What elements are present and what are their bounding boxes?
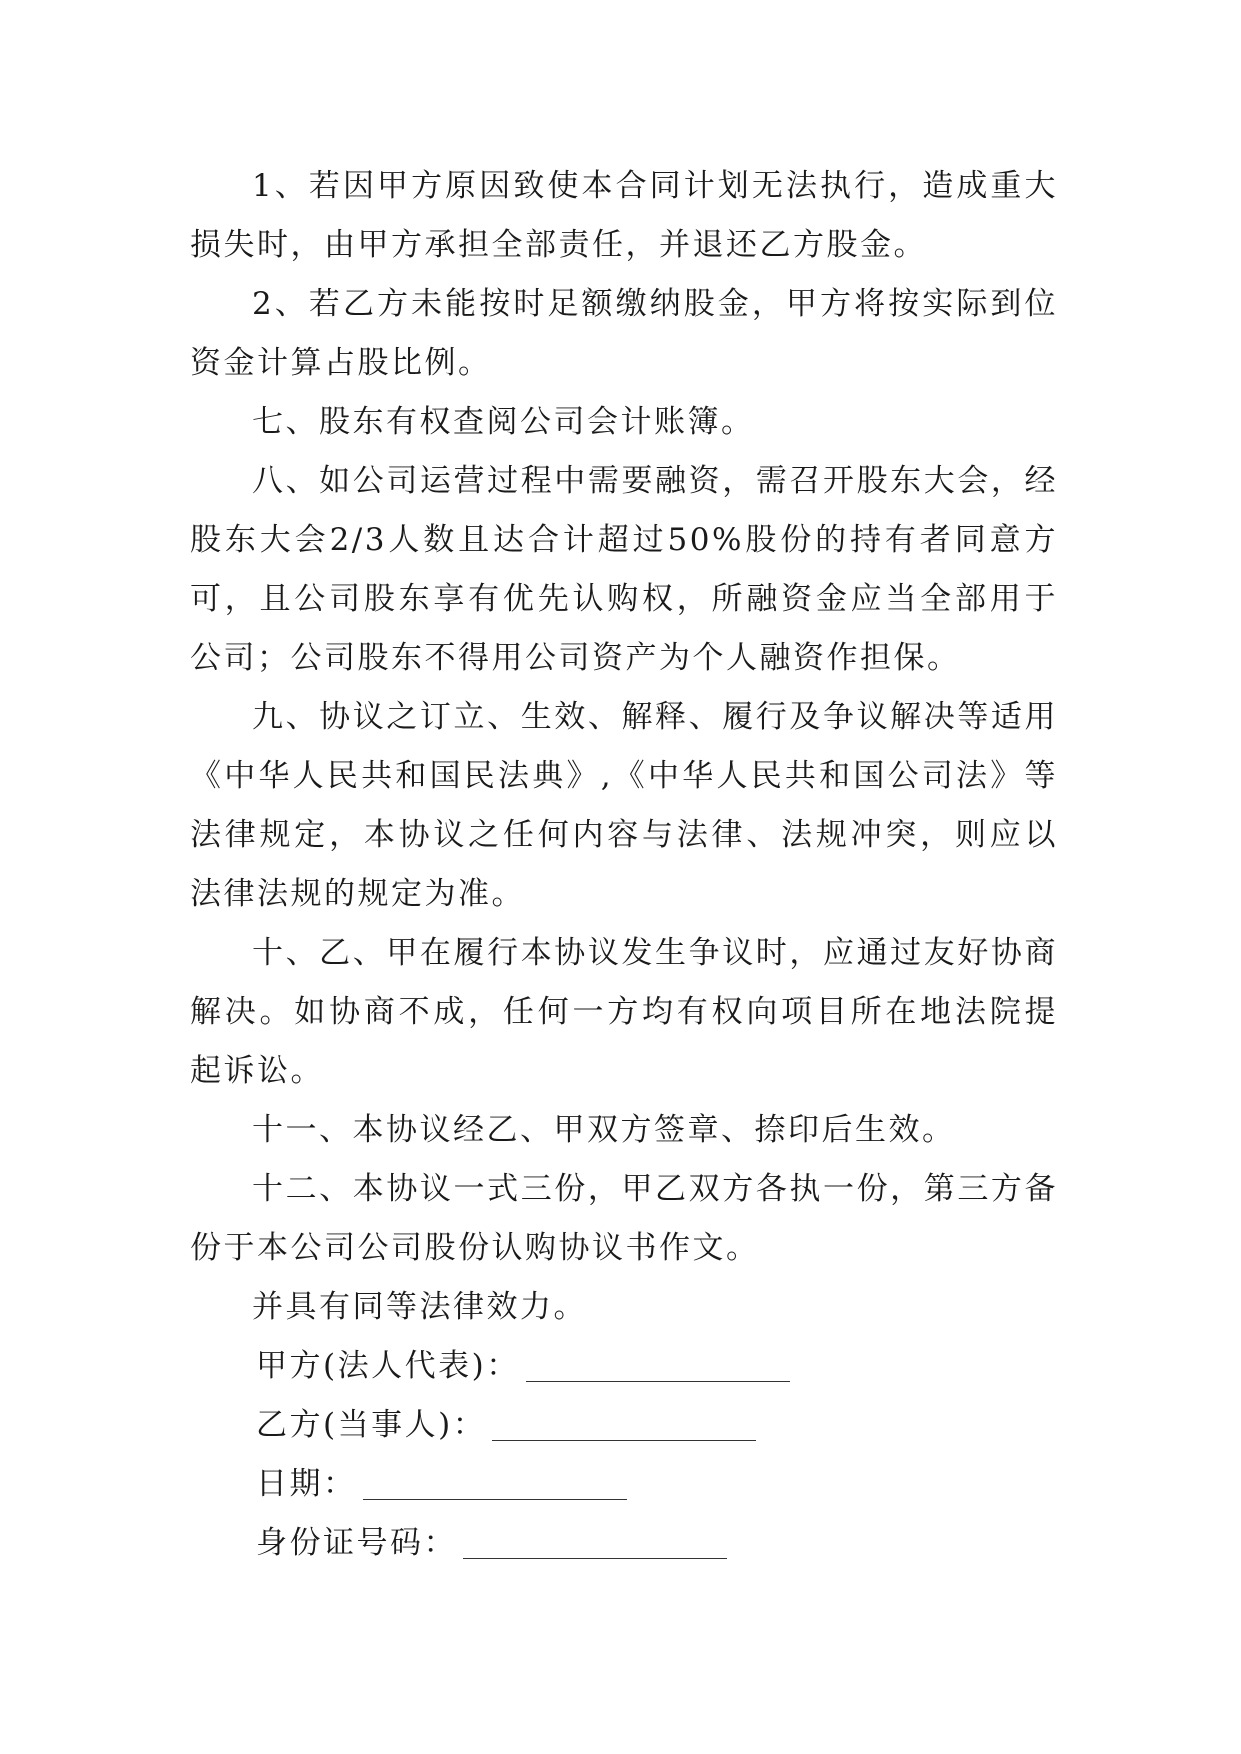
clause-paragraph: 十、乙、甲在履行本协议发生争议时，应通过友好协商解决。如协商不成，任何一方均有权向项目所在地法院提起诉讼。	[190, 935, 1058, 1089]
date-label: 日期：	[256, 1466, 357, 1502]
clause-paragraph: 八、如公司运营过程中需要融资，需召开股东大会，经股东大会2/3人数且达合计超过50%股份的持有者同意方可，且公司股东享有优先认购权，所融资金应当全部用于公司；公司股东不得用公司资产为个人融资作担保。	[190, 463, 1058, 676]
date-blank	[363, 1499, 627, 1500]
clause-paragraph: 2、若乙方未能按时足额缴纳股金，甲方将按实际到位资金计算占股比例。	[190, 286, 1058, 381]
party-a-label: 甲方(法人代表)：	[256, 1348, 520, 1384]
signature-line-date	[190, 1455, 1058, 1514]
clause-paragraph: 十二、本协议一式三份，甲乙双方各执一份，第三方备份于本公司公司股份认购协议书作文。	[190, 1171, 1058, 1266]
clause-paragraph: 九、协议之订立、生效、解释、履行及争议解决等适用《中华人民共和国民法典》,《中华人民共和国公司法》等法律规定，本协议之任何内容与法律、法规冲突，则应以法律法规的规定为准。	[190, 699, 1058, 912]
clause-paragraph: 七、股东有权查阅公司会计账簿。	[252, 404, 755, 440]
signature-line-party-a	[190, 1337, 1058, 1396]
party-b-blank	[492, 1440, 756, 1441]
document-body	[190, 157, 1058, 1573]
clause-paragraph: 1、若因甲方原因致使本合同计划无法执行，造成重大损失时，由甲方承担全部责任，并退还乙方股金。	[190, 168, 1058, 263]
id-number-blank	[463, 1558, 727, 1559]
signature-line-party-b	[190, 1396, 1058, 1455]
clause-paragraph: 十一、本协议经乙、甲双方签章、捺印后生效。	[252, 1112, 956, 1148]
party-b-label: 乙方(当事人)：	[256, 1407, 487, 1443]
clause-paragraph: 并具有同等法律效力。	[252, 1289, 587, 1325]
id-number-label: 身份证号码：	[256, 1525, 457, 1561]
signature-line-id	[190, 1514, 1058, 1573]
party-a-blank	[526, 1381, 790, 1382]
